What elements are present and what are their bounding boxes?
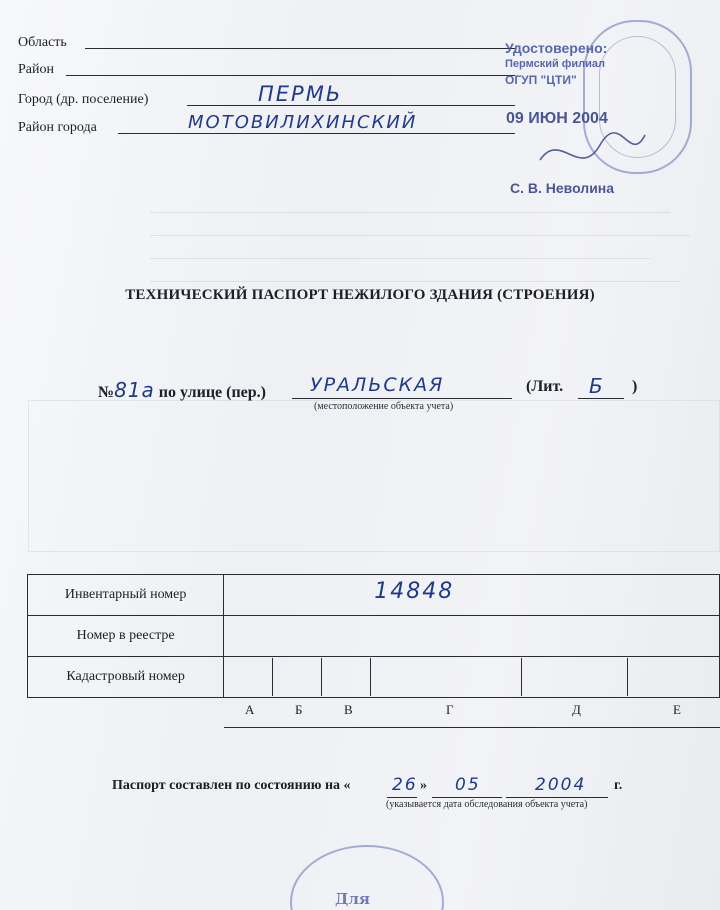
- table-row-label: Инвентарный номер: [28, 575, 224, 616]
- address-number-value: 81а: [114, 378, 155, 402]
- signature-scribble: [530, 120, 650, 190]
- table-row-value: [224, 575, 720, 616]
- field-city-district-value: МОТОВИЛИХИНСКИЙ: [188, 112, 418, 133]
- table-row: [28, 657, 720, 698]
- cert-signer: С. В. Неволина: [510, 180, 615, 196]
- field-city-district-line: [118, 133, 515, 134]
- cert-line1: Удостоверено:: [505, 40, 608, 56]
- field-city: [18, 91, 148, 109]
- table-row-label: Кадастровый номер: [28, 657, 224, 698]
- column-letter-d: Д: [572, 702, 581, 717]
- address-line: [98, 378, 266, 402]
- field-rayon-label: Район: [18, 62, 54, 77]
- passport-date-label: Паспорт составлен по состоянию на «: [112, 778, 351, 793]
- table-row: [28, 616, 720, 657]
- address-street-label: по улице (пер.): [158, 384, 267, 401]
- column-letter-a: А: [245, 702, 255, 717]
- passport-date-year-line: [506, 797, 608, 798]
- table-row-value: [224, 657, 720, 698]
- passport-date-month: 05: [455, 775, 481, 795]
- lit-line: [578, 398, 624, 399]
- cert-date: 09 ИЮН 2004: [506, 110, 608, 127]
- field-oblast-label: Область: [18, 35, 67, 50]
- lit-value: Б: [589, 374, 605, 398]
- cert-line2: Пермский филиал: [505, 58, 606, 70]
- address-street-line: [292, 398, 512, 399]
- passport-date-year: 2004: [535, 775, 587, 795]
- lit-block: [526, 378, 563, 396]
- column-letter-e: Е: [673, 702, 681, 717]
- table-row-value: [224, 616, 720, 657]
- address-street-value: УРАЛЬСКАЯ: [310, 374, 445, 396]
- cadastral-cells: [224, 658, 719, 696]
- cert-line3: ОГУП "ЦТИ": [505, 73, 577, 87]
- field-oblast: [18, 34, 67, 52]
- cadastral-letters-line: [224, 727, 720, 728]
- address-street-caption: (местоположение объекта учета): [314, 401, 454, 412]
- passport-date-close-quote: »: [420, 778, 427, 793]
- field-city-label: Город (др. поселение): [18, 92, 149, 107]
- bleed-through-lines: [150, 190, 690, 330]
- passport-date-day-line: [387, 797, 417, 798]
- field-city-value: ПЕРМЬ: [258, 82, 343, 106]
- passport-date-caption: (указывается дата обследования объекта учета): [386, 799, 588, 810]
- registry-table: [27, 574, 720, 698]
- table-row: [28, 575, 720, 616]
- bottom-stamp-text: Для: [335, 890, 370, 908]
- field-city-district-label: Район города: [18, 120, 97, 135]
- field-rayon: [18, 61, 54, 79]
- inventory-number-value: 14848: [374, 579, 455, 604]
- column-letter-g: Г: [446, 702, 454, 717]
- lit-open: (Лит.: [526, 378, 564, 395]
- passport-date-suffix: г.: [614, 778, 623, 793]
- field-city-district: [18, 119, 97, 137]
- column-letter-v: В: [344, 702, 353, 717]
- passport-date-day: 26: [392, 775, 418, 795]
- field-city-line: [187, 105, 515, 106]
- table-row-label: Номер в реестре: [28, 616, 224, 657]
- passport-date-line: [112, 778, 351, 794]
- document-title: ТЕХНИЧЕСКИЙ ПАСПОРТ НЕЖИЛОГО ЗДАНИЯ (СТРОЕНИЯ): [125, 287, 595, 303]
- field-oblast-line: [85, 48, 515, 49]
- passport-date-month-line: [432, 797, 502, 798]
- address-number-prefix: №: [98, 384, 115, 401]
- column-letter-b: Б: [295, 702, 303, 717]
- lit-close: ): [632, 378, 638, 395]
- bleed-through-grid: [28, 400, 720, 552]
- field-rayon-line: [66, 75, 515, 76]
